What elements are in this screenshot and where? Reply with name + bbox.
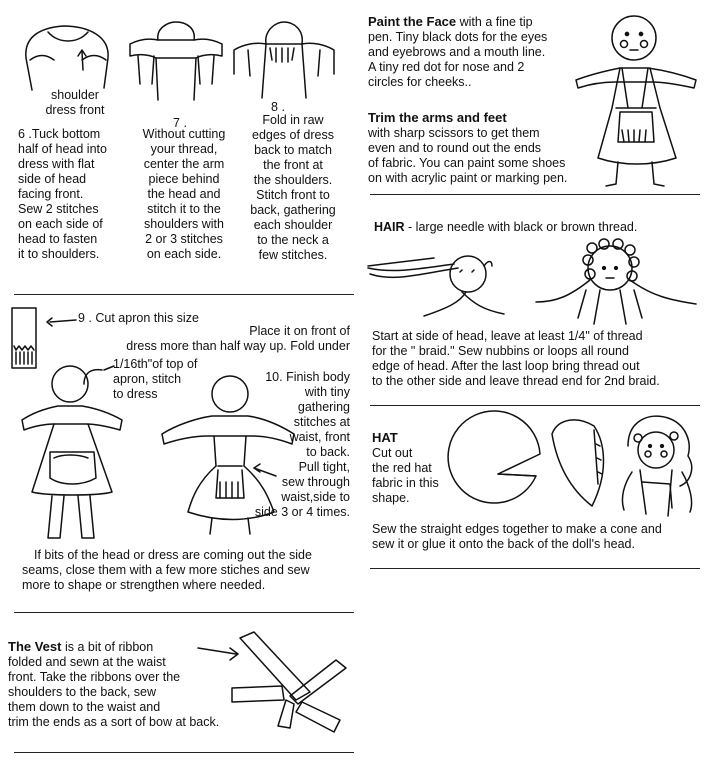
divider-right-2 — [370, 405, 700, 406]
shoulder-dress-front-label: shoulder dress front — [45, 88, 105, 117]
hat-pattern-illustration — [440, 410, 550, 520]
hat-text: Cut out the red hat fabric in this shape. — [372, 446, 439, 505]
vest-text: folded and sewn at the waist front. Take the ribbons over the shoulders to the back, sew them down to the waist and trim the ends as a sort of bow at back. — [8, 655, 220, 729]
paint-face-heading-tail: with a fine tip — [456, 15, 533, 29]
step9-fold-text: 1/16th"of top of apron, stitch to dress — [113, 357, 198, 401]
hair-loops-illustration — [530, 238, 700, 328]
step7-number: 7 . — [173, 116, 187, 130]
divider-left-1 — [14, 294, 354, 295]
hat-heading: HAT — [372, 430, 398, 445]
divider-left-2 — [14, 612, 354, 613]
divider-left-3 — [14, 752, 354, 753]
trim-heading: Trim the arms and feet — [368, 110, 507, 125]
seams-text: If bits of the head or dress are coming out the side seams, close them with a few more stiches and sew more to shape or strengthen where needed. — [22, 548, 312, 592]
vest-illustration — [196, 630, 356, 736]
trim-text: with sharp scissors to get them even and to round out the ends of fabric. You can paint some shoes on with acrylic paint or marking pen. — [368, 126, 568, 185]
hair-heading-tail: - large needle with black or brown thread. — [404, 220, 638, 234]
hair-text: Start at side of head, leave at least 1/4" of thread for the " braid." Sew nubbins or loops all round edge of head. After the last loop bring thread out to the other side and leave thread end for 2nd braid. — [372, 329, 660, 388]
hat-sew-text: Sew the straight edges together to make a cone and sew it or glue it onto the back of the doll's head. — [372, 522, 662, 551]
step9-place-text: Place it on front of dress more than half way up. Fold under — [126, 324, 350, 353]
step10-text: 10. Finish body with tiny gathering stitches at waist, front to back. Pull tight, sew through waist,side to side 3 or 4 times. — [254, 370, 350, 519]
step7-illustration — [128, 20, 224, 116]
hair-heading-line — [374, 220, 704, 235]
apron-doll-illustration — [18, 362, 126, 548]
hat-cone-illustration — [548, 414, 610, 512]
step8-illustration — [232, 20, 336, 100]
divider-right-1 — [370, 194, 700, 195]
step7-text: Without cutting your thread, center the arm piece behind the head and stitch it to the shoulders with 2 or 3 stitches on each side. — [142, 127, 226, 261]
step9-text: 9 . Cut apron this size — [78, 311, 199, 325]
step6-text: 6 .Tuck bottom half of head into dress with flat side of head facing front. Sew 2 stitches on each side of head to fasten it to shoulders. — [18, 127, 107, 261]
paint-face-text: pen. Tiny black dots for the eyes and eyebrows and a mouth line. A tiny red dot for nose and 2 circles for cheeks.. — [368, 30, 548, 89]
step8-number: 8 . — [271, 100, 285, 114]
paint-face-heading: Paint the Face — [368, 14, 457, 29]
hair-heading: HAIR — [374, 220, 405, 234]
hair-needle-illustration — [364, 244, 524, 320]
step8-text: Fold in raw edges of dress back to match the front at the shoulders. Stitch front to back, gathering each shoulder to the neck a few stitches. — [250, 113, 336, 262]
vest-heading: The Vest — [8, 639, 62, 654]
hat-doll-illustration — [610, 412, 706, 520]
vest-heading-tail: is a bit of ribbon — [61, 640, 154, 654]
paint-face-block — [368, 14, 588, 30]
divider-right-3 — [370, 568, 700, 569]
